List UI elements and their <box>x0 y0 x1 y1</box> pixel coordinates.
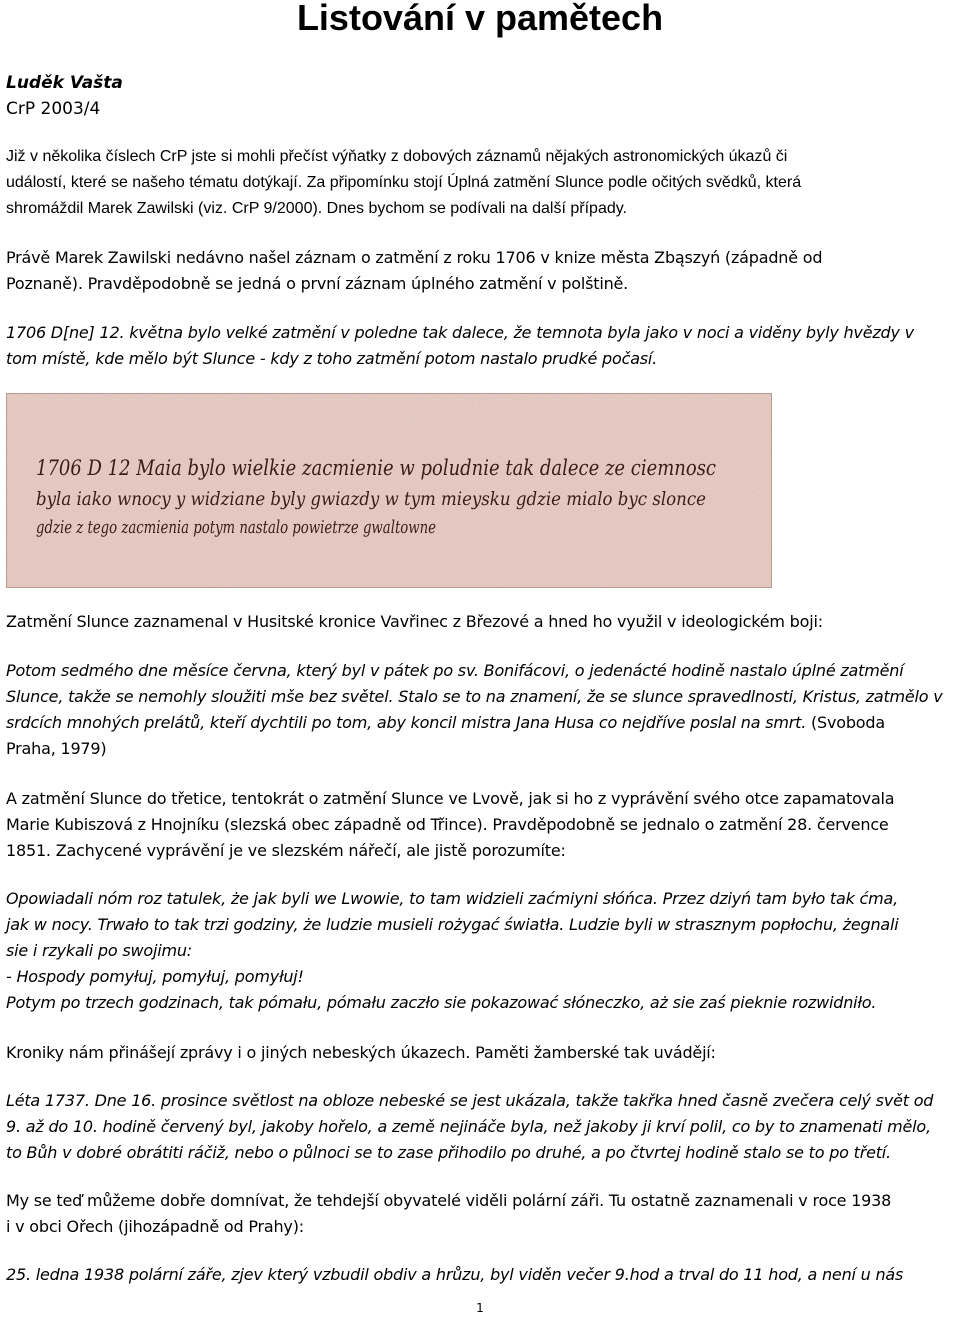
text-line: My se teď můžeme dobře domnívat, že tehdejší obyvatelé viděli polární záři. Tu ostatně zaznamenali v roce 1938 <box>6 1191 892 1210</box>
text-line: Slunce, takže se nemohly sloužiti mše bez světel. Stalo se to na znamení, že se slunce spravedlnosti, Kristus, zatmělo v <box>6 687 943 706</box>
text-line: 1706 D[ne] 12. května bylo velké zatmění v poledne tak dalece, že temnota byla jako v noci a viděny byly hvězdy v <box>6 323 914 342</box>
text-line: A zatmění Slunce do třetice, tentokrát o zatmění Slunce ve Lvově, jak si ho z vyprávění svého otce zapamatovala <box>6 789 895 808</box>
citation: (Svoboda <box>806 713 885 732</box>
intro-paragraph <box>6 144 960 222</box>
manuscript-line: gdzie z tego zacmienia potym nastalo powietrze gwaltowne <box>36 517 436 538</box>
manuscript-image <box>6 393 772 588</box>
page-title: Listování v pamětech <box>296 0 664 38</box>
paragraph-chronicles <box>6 1040 960 1066</box>
page-number: 1 <box>476 1301 484 1315</box>
quote-orech <box>6 1262 960 1288</box>
paragraph-aurora <box>6 1188 960 1240</box>
paragraph-lvov <box>6 786 960 864</box>
text-line: Potym po trzech godzinach, tak pómału, pómału zaczło sie pokazować słóneczko, aż sie zaś pieknie rozwidniło. <box>6 993 877 1012</box>
text-line: srdcích mnohých prelátů, kteří dychtili po tom, aby koncil mistra Jana Husa co nejdříve poslal na smrt. <box>6 713 807 732</box>
quote-hussite-chronicle <box>6 658 960 762</box>
paragraph-vavrinec <box>6 609 960 635</box>
text-line: Již v několika číslech CrP jste si mohli přečíst výňatky z dobových záznamů nějakých astronomických úkazů či <box>6 148 788 165</box>
manuscript-line: 1706 D 12 Maia bylo wielkie zacmienie w poludnie tak dalece ze ciemnosc <box>36 456 717 480</box>
text-line: sie i rzykali po swojimu: <box>6 941 192 960</box>
text-line: shromáždil Marek Zawilski (viz. CrP 9/2000). Dnes bychom se podívali na další případy. <box>6 200 627 217</box>
text-line: to Bůh v dobré obrátiti ráčiž, nebo o půlnoci se to zase přihodilo po druhé, a po čtvrtej hodině stalo se to po třetí. <box>6 1143 891 1162</box>
text-line: tom místě, kde mělo být Slunce - kdy z toho zatmění potom nastalo prudké počasí. <box>6 349 658 368</box>
text-line: Opowiadali nóm roz tatulek, że jak byli we Lwowie, to tam widzieli zaćmiyni słóńca. Przez dziyń tam było tak ćma, <box>6 889 899 908</box>
text-line: událostí, které se našeho tématu dotýkají. Za připomínku stojí Úplná zatmění Slunce podle očitých svědků, která <box>6 174 802 191</box>
author-name: Luděk Vašta <box>6 73 123 93</box>
text-line: i v obci Ořech (jihozápadně od Prahy): <box>6 1217 304 1236</box>
text-line: 25. ledna 1938 polární záře, zjev který vzbudil obdiv a hrůzu, byl viděn večer 9.hod a trval do 11 hod, a není u nás <box>6 1265 904 1284</box>
quote-zamberk <box>6 1088 960 1166</box>
text-line: Léta 1737. Dne 16. prosince světlost na obloze nebeské se jest ukázala, takže takřka hned časně zvečera celý svět od <box>6 1091 934 1110</box>
quote-silesian-dialect <box>6 886 960 1016</box>
citation-continued: Praha, 1979) <box>6 739 107 758</box>
manuscript-line: byla iako wnocy y widziane byly gwiazdy w tym mieysku gdzie mialo byc slonce <box>36 488 706 510</box>
text-line: Poznaně). Pravděpodobně se jedná o první záznam úplného zatmění v polštině. <box>6 274 629 293</box>
text-line: 1851. Zachycené vyprávění je ve slezském nářečí, ale jistě porozumíte: <box>6 841 566 860</box>
text-line: Potom sedmého dne měsíce června, který byl v pátek po sv. Bonifácovi, o jedenácté hodině nastalo úplné zatmění <box>6 661 904 680</box>
text-line: Marie Kubiszová z Hnojníku (slezská obec západně od Třince). Pravděpodobně se jednalo o zatmění 28. července <box>6 815 889 834</box>
text-line: Zatmění Slunce zaznamenal v Husitské kronice Vavřinec z Březové a hned ho využil v ideologickém boji: <box>6 612 823 631</box>
text-line: Právě Marek Zawilski nedávno našel záznam o zatmění z roku 1706 v knize města Zbąszyń (západně od <box>6 248 823 267</box>
text-line: 9. až do 10. hodině červený byl, jakoby hořelo, a země nejináče byla, než jakoby ji krví polil, co by to znamenati mělo, <box>6 1117 931 1136</box>
text-line: - Hospody pomyłuj, pomyłuj, pomyłuj! <box>6 967 304 986</box>
quote-1706 <box>6 320 960 372</box>
text-line: Kroniky nám přinášejí zprávy i o jiných nebeských úkazech. Paměti žamberské tak uvádějí: <box>6 1043 716 1062</box>
paragraph-zawilski <box>6 245 960 297</box>
text-line: jak w nocy. Trwało to tak trzi godziny, że ludzie musieli rożygać światła. Ludzie byli w strasznym popłochu, żegnali <box>6 915 899 934</box>
source-reference: CrP 2003/4 <box>6 99 101 119</box>
